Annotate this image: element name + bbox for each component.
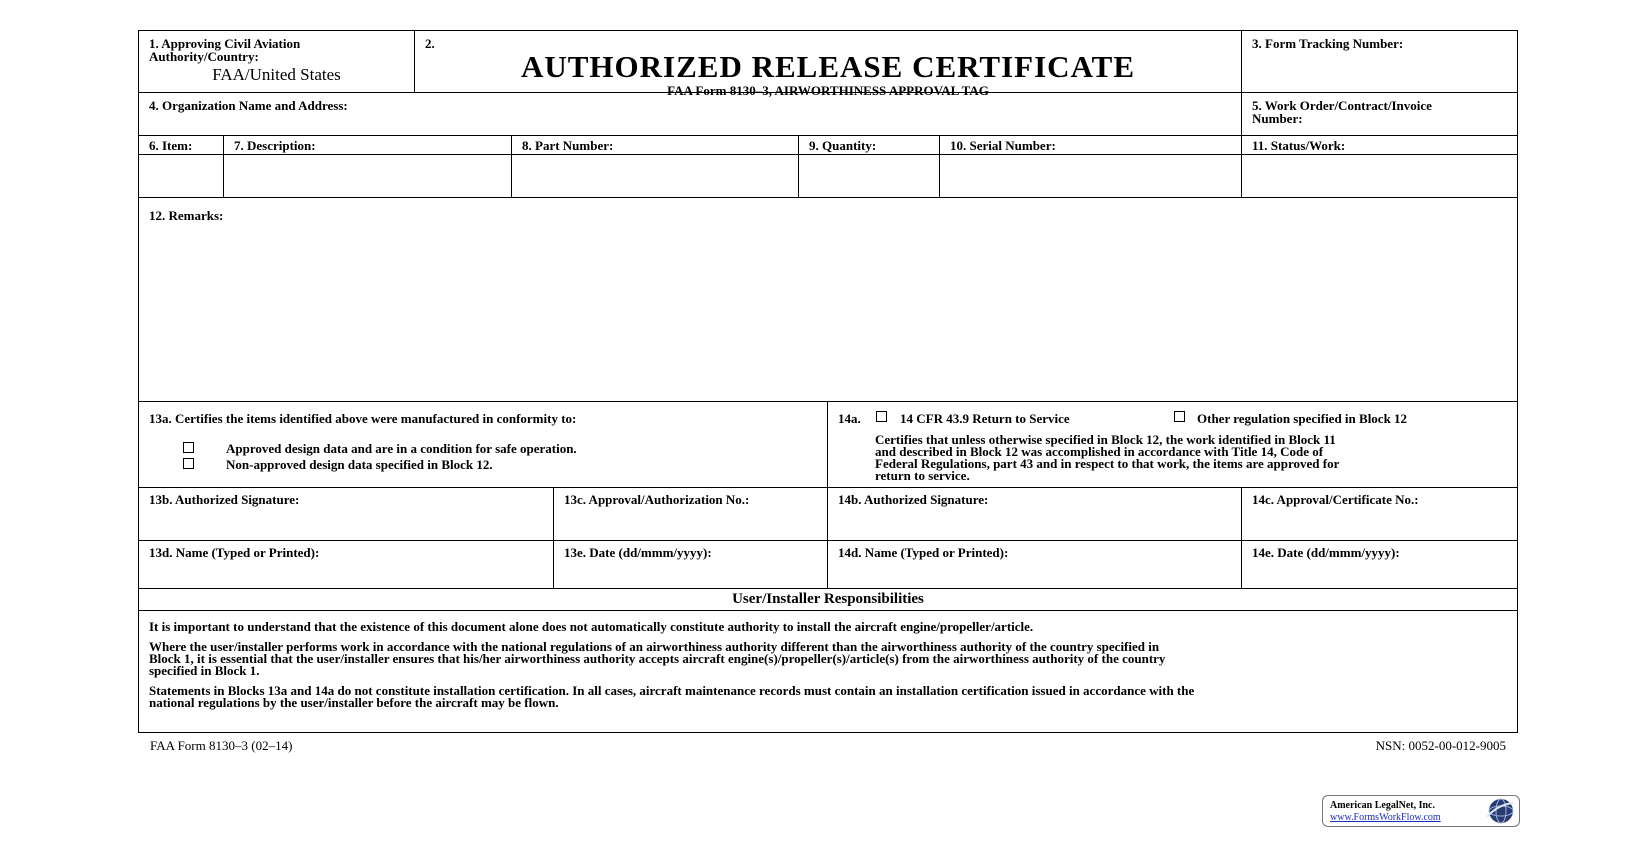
block3-form-tracking-number[interactable] bbox=[1242, 31, 1517, 92]
block14a-other-regulation-checkbox[interactable] bbox=[1174, 411, 1185, 422]
block13a-option1-text: Approved design data and are in a condition for safe operation. bbox=[226, 441, 577, 456]
remarks-row[interactable] bbox=[139, 198, 1517, 402]
nsn-footer: NSN: 0052-00-012-9005 bbox=[1375, 738, 1506, 753]
authorized-release-certificate-form bbox=[138, 30, 1518, 733]
signature-row bbox=[139, 488, 1517, 541]
block14b-authorized-signature[interactable] bbox=[828, 488, 1242, 540]
block14c-label: 14c. Approval/Certificate No.: bbox=[1252, 492, 1419, 507]
part-number-field[interactable] bbox=[512, 155, 799, 197]
item-header-row bbox=[139, 136, 1517, 155]
block10-label: 10. Serial Number: bbox=[950, 138, 1056, 153]
description-field[interactable] bbox=[224, 155, 512, 197]
block8-label: 8. Part Number: bbox=[522, 138, 614, 153]
block5-label: 5. Work Order/Contract/Invoice Number: bbox=[1252, 98, 1432, 126]
responsibilities-p2-line3: specified in Block 1. bbox=[149, 663, 260, 678]
block13a-non-approved-checkbox[interactable] bbox=[183, 458, 194, 469]
globe-icon bbox=[1483, 797, 1517, 825]
logo-company-name: American LegalNet, Inc. bbox=[1330, 800, 1435, 811]
block6-item-header bbox=[139, 136, 224, 154]
status-work-field[interactable] bbox=[1242, 155, 1517, 197]
block14a-return-to-service-checkbox[interactable] bbox=[876, 411, 887, 422]
block11-status-work-header bbox=[1242, 136, 1517, 154]
block14d-label: 14d. Name (Typed or Printed): bbox=[838, 545, 1009, 560]
block9-quantity-header bbox=[799, 136, 940, 154]
block14a-option2-text: Other regulation specified in Block 12 bbox=[1197, 411, 1408, 426]
block7-description-header bbox=[224, 136, 512, 154]
responsibilities-heading-row bbox=[139, 589, 1517, 611]
block13a-approved-checkbox[interactable] bbox=[183, 442, 194, 453]
block13b-label: 13b. Authorized Signature: bbox=[149, 492, 300, 507]
block14c-approval-certificate-no[interactable] bbox=[1242, 488, 1517, 540]
block13a-label: 13a. Certifies the items identified above were manufactured in conformity to: bbox=[149, 411, 577, 426]
block6-label: 6. Item: bbox=[149, 138, 193, 153]
block13c-approval-authorization-no[interactable] bbox=[554, 488, 828, 540]
responsibilities-p1: It is important to understand that the existence of this document alone does not automatically constitute authority to install the aircraft engine/propeller/article. bbox=[149, 619, 1034, 634]
block4-organization-name-address[interactable] bbox=[139, 93, 1242, 135]
form-title: AUTHORIZED RELEASE CERTIFICATE bbox=[520, 49, 1136, 84]
block1-value: FAA/United States bbox=[212, 65, 341, 84]
item-field[interactable] bbox=[139, 155, 224, 197]
block13c-label: 13c. Approval/Authorization No.: bbox=[564, 492, 750, 507]
block5-work-order-number[interactable] bbox=[1242, 93, 1517, 135]
block10-serial-number-header bbox=[940, 136, 1242, 154]
block9-label: 9. Quantity: bbox=[809, 138, 877, 153]
logo-url-link[interactable]: www.FormsWorkFlow.com bbox=[1330, 812, 1441, 823]
certification-row bbox=[139, 402, 1517, 488]
american-legalnet-logo[interactable] bbox=[1322, 795, 1520, 827]
block13a-option2-text: Non-approved design data specified in Block 12. bbox=[226, 457, 493, 472]
block14a-option1-text: 14 CFR 43.9 Return to Service bbox=[900, 411, 1070, 426]
form-subtitle: FAA Form 8130–3, AIRWORTHINESS APPROVAL TAG bbox=[667, 83, 989, 98]
block13e-date[interactable] bbox=[554, 541, 828, 588]
block3-label: 3. Form Tracking Number: bbox=[1252, 36, 1404, 51]
item-entry-row bbox=[139, 155, 1517, 198]
quantity-field[interactable] bbox=[799, 155, 940, 197]
block14a-text-line4: return to service. bbox=[875, 468, 970, 483]
block14e-label: 14e. Date (dd/mmm/yyyy): bbox=[1252, 545, 1400, 560]
block14a bbox=[828, 402, 1517, 487]
block8-part-number-header bbox=[512, 136, 799, 154]
block12-remarks-label: 12. Remarks: bbox=[149, 208, 224, 223]
block14a-label: 14a. bbox=[838, 411, 861, 426]
responsibilities-p2-line2: Block 1, it is essential that the user/installer ensures that his/her airworthiness authority accepts aircraft engine(s)/propeller(s)/article(s) from the airworthiness authority of the country bbox=[149, 651, 1166, 666]
block2-title-block bbox=[415, 31, 1242, 98]
responsibilities-p3-line2: national regulations by the user/installer before the aircraft may be flown. bbox=[149, 695, 559, 710]
block14e-date[interactable] bbox=[1242, 541, 1517, 588]
form-id-footer: FAA Form 8130–3 (02–14) bbox=[150, 738, 293, 753]
block14d-name[interactable] bbox=[828, 541, 1242, 588]
block13e-label: 13e. Date (dd/mmm/yyyy): bbox=[564, 545, 712, 560]
block13b-authorized-signature[interactable] bbox=[139, 488, 554, 540]
block14b-label: 14b. Authorized Signature: bbox=[838, 492, 989, 507]
name-date-row bbox=[139, 541, 1517, 589]
block13d-label: 13d. Name (Typed or Printed): bbox=[149, 545, 320, 560]
header-row bbox=[139, 31, 1517, 98]
responsibilities-p3-line1: Statements in Blocks 13a and 14a do not constitute installation certification. In all cases, aircraft maintenance records must contain an installation certification issued in accordance with the bbox=[149, 683, 1195, 698]
responsibilities-p2-line1: Where the user/installer performs work in accordance with the national regulations of an airworthiness authority different than the airworthiness authority of the country specified in bbox=[149, 639, 1160, 654]
block14a-text-line2: and described in Block 12 was accomplished in accordance with Title 14, Code of bbox=[875, 444, 1324, 459]
block14a-text-line3: Federal Regulations, part 43 and in respect to that work, the items are approved for bbox=[875, 456, 1340, 471]
block2-label: 2. bbox=[425, 36, 435, 51]
block1-approving-authority[interactable] bbox=[139, 31, 415, 92]
block11-label: 11. Status/Work: bbox=[1252, 138, 1346, 153]
responsibilities-heading: User/Installer Responsibilities bbox=[732, 591, 924, 607]
responsibilities-text-row bbox=[139, 611, 1517, 734]
organization-row bbox=[139, 93, 1517, 136]
block1-label: 1. Approving Civil Aviation Authority/Country: bbox=[149, 36, 301, 64]
serial-number-field[interactable] bbox=[940, 155, 1242, 197]
block7-label: 7. Description: bbox=[234, 138, 316, 153]
block4-label: 4. Organization Name and Address: bbox=[149, 98, 348, 113]
block14a-text-line1: Certifies that unless otherwise specified in Block 12, the work identified in Block 11 bbox=[875, 432, 1336, 447]
block13a bbox=[139, 402, 828, 487]
block13d-name[interactable] bbox=[139, 541, 554, 588]
